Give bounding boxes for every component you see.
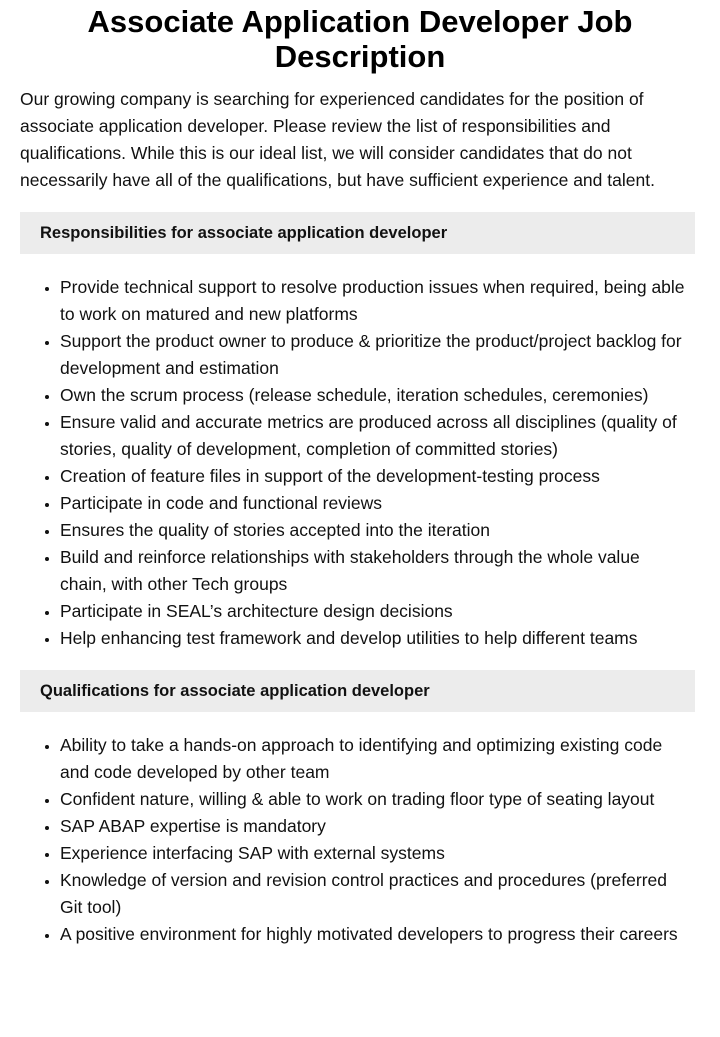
intro-paragraph: Our growing company is searching for experienced candidates for the position of associate application developer. Please review the list of responsibilities and qualifications. While this is our ideal list, we will consider candidates that do not necessarily have all of the qualifications, but have sufficient experience and talent. bbox=[20, 89, 655, 190]
list-item: • Participate in code and functional reviews bbox=[60, 490, 700, 517]
qualifications-list bbox=[0, 732, 700, 948]
list-item: • Participate in SEAL’s architecture design decisions bbox=[60, 598, 700, 625]
list-item: • Ensures the quality of stories accepted into the iteration bbox=[60, 517, 700, 544]
list-item: • Confident nature, willing & able to work on trading floor type of seating layout bbox=[60, 786, 700, 813]
list-item: • Ability to take a hands-on approach to identifying and optimizing existing code and code developed by other team bbox=[60, 732, 700, 786]
responsibilities-heading: Responsibilities for associate application developer bbox=[20, 212, 695, 254]
qualifications-heading: Qualifications for associate application developer bbox=[20, 670, 695, 712]
list-item: • Knowledge of version and revision control practices and procedures (preferred Git tool) bbox=[60, 867, 700, 921]
list-item: • Support the product owner to produce & prioritize the product/project backlog for development and estimation bbox=[60, 328, 700, 382]
list-item: • A positive environment for highly motivated developers to progress their careers bbox=[60, 921, 700, 948]
list-item: • Own the scrum process (release schedule, iteration schedules, ceremonies) bbox=[60, 382, 700, 409]
list-item: • Provide technical support to resolve production issues when required, being able to work on matured and new platforms bbox=[60, 274, 700, 328]
list-item: • Creation of feature files in support of the development-testing process bbox=[60, 463, 700, 490]
list-item: • SAP ABAP expertise is mandatory bbox=[60, 813, 700, 840]
list-item: • Build and reinforce relationships with stakeholders through the whole value chain, with other Tech groups bbox=[60, 544, 700, 598]
list-item: • Help enhancing test framework and develop utilities to help different teams bbox=[60, 625, 700, 652]
list-item: • Experience interfacing SAP with external systems bbox=[60, 840, 700, 867]
list-item: • Ensure valid and accurate metrics are produced across all disciplines (quality of stories, quality of development, completion of committed stories) bbox=[60, 409, 700, 463]
page-title: Associate Application Developer Job Description bbox=[87, 4, 633, 74]
responsibilities-list bbox=[0, 274, 700, 652]
